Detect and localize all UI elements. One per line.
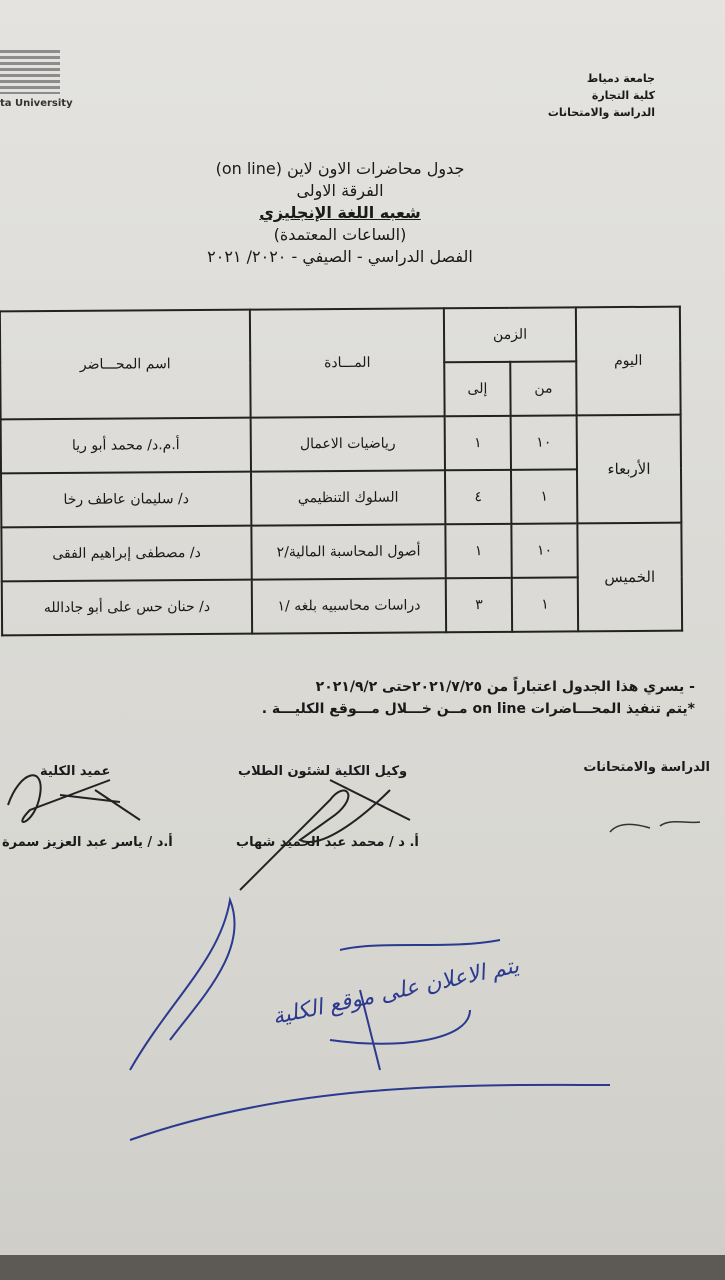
title-line-3: شعبه اللغة الإنجليزي [259,203,421,222]
subject-cell: السلوك التنظيمي [251,470,445,525]
logo-text: ta University [0,98,73,109]
title-line-4: (الساعات المعتمدة) [273,225,407,244]
university-name: جامعة دمياط [586,72,655,85]
schedule-table [0,306,683,637]
lecturer-cell: د/ حنان حس على أبو جادالله [2,580,252,636]
dean-label: عميد الكلية [40,764,111,779]
day-cell: الأربعاء [577,415,682,524]
dean-name: أ.د / ياسر عبد العزيز سمرة [2,835,173,850]
header-lecturer: اسم المحـــاضر [0,310,251,420]
lecturer-cell: د/ سليمان عاطف رخا [1,472,251,528]
lecturer-cell: د/ مصطفى إبراهيم الفقى [1,526,251,582]
table-header-row [0,307,680,366]
schedule-notes [262,676,695,720]
header-day: اليوم [576,307,681,416]
university-logo [0,50,112,120]
to-cell: ٤ [445,470,511,524]
title-line-5: الفصل الدراسي - الصيفي - ٢٠٢٠/ ٢٠٢١ [207,247,473,266]
vice-dean-signature [240,780,410,890]
underline-swoosh [130,1085,610,1140]
studies-label: الدراسة والامتحانات [583,760,710,775]
header-subject: المـــادة [250,308,445,417]
to-cell: ٣ [446,578,512,632]
logo-building-icon [0,50,60,94]
header-from: من [510,361,576,415]
to-cell: ١ [445,416,511,470]
header-to: إلى [444,362,510,416]
institution-header [548,70,655,121]
lecturer-cell: أ.م.د/ محمد أبو ريا [1,418,251,474]
from-cell: ١٠ [511,523,577,577]
subject-cell: دراسات محاسبيه بلغه /١ [252,578,446,633]
day-cell: الخميس [577,523,682,632]
subject-cell: أصول المحاسبة المالية/٢ [251,524,445,579]
faculty-name: كلية التجارة [591,89,655,102]
dean-signature [8,775,140,822]
table-row [1,415,681,474]
vice-dean-label: وكيل الكلية لشئون الطلاب [238,764,408,779]
from-cell: ١ [512,577,578,631]
vice-dean-name: أ. د / محمد عبد الحميد شهاب [236,835,419,850]
title-line-2: الفرقة الاولى [296,181,384,200]
validity-note: - يسري هذا الجدول اعتباراً من ٢٠٢١/٧/٢٥حتى ٢٠٢١/٩/٢ [315,679,695,695]
studies-signature [610,822,700,832]
table-row [1,523,681,582]
online-note: *يتم تنفيذ المحـــاضرات on line مــن خـــلال مـــوقع الكليـــة . [261,701,695,717]
subject-cell: رياضيات الاعمال [251,416,445,471]
handwritten-signatures [0,740,725,1160]
from-cell: ١٠ [511,415,577,469]
title-line-1: جدول محاضرات الاون لاين (on line) [215,159,465,178]
header-time: الزمن [444,307,576,362]
handwritten-note: يتم الاعلان على موقع الكلية [270,953,522,1031]
from-cell: ١ [511,469,577,523]
document-titles [150,158,530,268]
to-cell: ١ [445,524,511,578]
department-name: الدراسة والامتحانات [547,106,655,119]
